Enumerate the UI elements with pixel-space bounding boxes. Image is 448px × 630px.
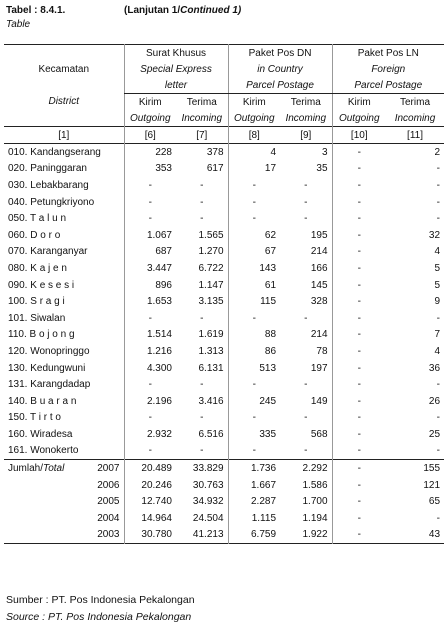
header-terima: Terima [290, 96, 321, 108]
row-value: 5 [434, 279, 441, 291]
row-value: - [200, 445, 204, 457]
table-header [6, 5, 242, 30]
row-value: - [228, 410, 280, 427]
table-row [4, 376, 444, 393]
total-year-value: 2006 [97, 479, 120, 491]
table-label: Tabel [6, 5, 32, 16]
row-value: - [304, 445, 308, 457]
row-kecamatan: 160. Wiradesa [8, 428, 73, 440]
source-text: Sumber : PT. Pos Indonesia Pekalongan [6, 594, 195, 606]
row-value: 67 [228, 244, 280, 261]
total-value: 1.194 [302, 512, 328, 524]
col-index: [6] [124, 127, 176, 144]
total-value: 2.287 [228, 493, 280, 510]
table-row [4, 327, 444, 344]
row-value: 6.722 [198, 262, 224, 274]
row-value: - [332, 244, 386, 261]
row-value: - [332, 210, 386, 227]
row-value: - [332, 376, 386, 393]
row-kecamatan: 060. D o r o [8, 229, 61, 241]
row-value: 328 [310, 296, 328, 308]
row-value: 1.147 [198, 279, 224, 291]
table-row [4, 360, 444, 377]
total-value: 121 [423, 479, 441, 491]
total-value: - [332, 510, 386, 527]
header-incoming: Incoming [285, 112, 327, 124]
row-kecamatan: 080. K a j e n [8, 262, 67, 274]
row-value: - [332, 260, 386, 277]
total-year-value: 2003 [97, 529, 120, 541]
row-value: 3.416 [198, 395, 224, 407]
table-row [4, 310, 444, 327]
row-value: 17 [228, 161, 280, 178]
row-value: 687 [124, 244, 176, 261]
total-value: 20.246 [124, 477, 176, 494]
total-row [4, 493, 444, 510]
row-value: 3 [321, 146, 328, 158]
table-row [4, 443, 444, 460]
table-row [4, 277, 444, 294]
row-value: 1.270 [198, 246, 224, 258]
row-value: - [124, 194, 176, 211]
total-value: 6.759 [228, 527, 280, 544]
total-value: 41.213 [192, 529, 224, 541]
row-value: 61 [228, 277, 280, 294]
row-value: 166 [310, 262, 328, 274]
row-value: 214 [310, 329, 328, 341]
table-row [4, 144, 444, 161]
header-ln-l1: Paket Pos LN [332, 45, 444, 62]
table-row [4, 393, 444, 410]
table-body [4, 144, 444, 460]
continued-note: (Lanjutan 1/Continued 1) [124, 5, 242, 16]
row-value: 3.447 [124, 260, 176, 277]
row-value: 195 [310, 229, 328, 241]
total-year-value: 2007 [97, 463, 120, 475]
row-value: - [228, 310, 280, 327]
total-label-en: Total [43, 463, 65, 475]
row-kecamatan: 130. Kedungwuni [8, 362, 86, 374]
row-value: - [304, 312, 308, 324]
row-value: 214 [310, 246, 328, 258]
row-value: - [436, 312, 441, 324]
row-value: 617 [206, 163, 224, 175]
total-value: - [436, 512, 441, 524]
row-value: - [436, 213, 441, 225]
table-row [4, 426, 444, 443]
header-terima: Terima [186, 96, 217, 108]
row-value: 2.932 [124, 426, 176, 443]
data-table [4, 44, 444, 544]
row-value: - [200, 412, 204, 424]
row-value: 36 [428, 362, 441, 374]
header-outgoing: Outgoing [332, 110, 386, 127]
row-value: - [436, 412, 441, 424]
total-value: 34.932 [192, 496, 224, 508]
col-index: [8] [228, 127, 280, 144]
header-terima: Terima [400, 96, 431, 108]
header-incoming: Incoming [181, 112, 223, 124]
header-ln-l2: Foreign [332, 61, 444, 77]
row-value: - [124, 376, 176, 393]
header-kecamatan-spacer [4, 45, 124, 62]
row-value: - [436, 179, 441, 191]
source-text-en: Source : PT. Pos Indonesia Pekalongan [6, 611, 192, 623]
total-value: 1.115 [228, 510, 280, 527]
row-value: - [332, 227, 386, 244]
row-value: 115 [228, 293, 280, 310]
row-value: - [332, 161, 386, 178]
row-value: 197 [310, 362, 328, 374]
row-value: - [228, 194, 280, 211]
row-value: - [200, 312, 204, 324]
row-value: - [332, 410, 386, 427]
row-value: - [200, 379, 204, 391]
row-value: - [332, 194, 386, 211]
header-dn-l3: Parcel Postage [228, 77, 332, 94]
total-value: 20.489 [124, 460, 176, 477]
total-value: 30.780 [124, 527, 176, 544]
total-value: 1.922 [302, 529, 328, 541]
header-dn-l2: in Country [228, 61, 332, 77]
row-value: 1.619 [198, 329, 224, 341]
row-value: - [200, 179, 204, 191]
row-kecamatan: 030. Lebakbarang [8, 179, 89, 191]
row-value: - [200, 213, 204, 225]
row-value: 7 [434, 329, 441, 341]
total-row [4, 510, 444, 527]
header-surat-l1: Surat Khusus [124, 45, 228, 62]
source-note [6, 592, 195, 626]
row-value: 143 [228, 260, 280, 277]
header-incoming: Incoming [394, 112, 436, 124]
row-value: - [304, 412, 308, 424]
table-row [4, 293, 444, 310]
row-value: - [436, 379, 441, 391]
row-kecamatan: 131. Karangdadap [8, 379, 91, 391]
row-kecamatan: 120. Wonopringgo [8, 345, 90, 357]
row-value: 568 [310, 428, 328, 440]
row-value: 353 [124, 161, 176, 178]
table-row [4, 260, 444, 277]
row-value: 335 [228, 426, 280, 443]
total-value: 65 [428, 496, 441, 508]
table-row [4, 244, 444, 261]
total-value: 24.504 [192, 512, 224, 524]
row-value: - [124, 177, 176, 194]
row-value: 6.131 [198, 362, 224, 374]
row-value: - [228, 376, 280, 393]
table-number: : 8.4.1. [34, 5, 66, 16]
header-kirim: Kirim [228, 94, 280, 111]
row-value: 2.196 [124, 393, 176, 410]
total-value: 1.667 [228, 477, 280, 494]
row-value: 4 [228, 144, 280, 161]
row-value: 1.514 [124, 327, 176, 344]
row-value: 88 [228, 327, 280, 344]
total-value: 14.964 [124, 510, 176, 527]
row-value: 4 [434, 345, 441, 357]
table-row [4, 177, 444, 194]
row-value: - [436, 196, 441, 208]
row-value: - [332, 144, 386, 161]
row-value: 25 [428, 428, 441, 440]
row-kecamatan: 020. Paninggaran [8, 163, 87, 175]
row-kecamatan: 101. Siwalan [8, 312, 66, 324]
col-index: [9] [300, 129, 312, 141]
row-value: - [332, 393, 386, 410]
table-row [4, 210, 444, 227]
col-index: [10] [332, 127, 386, 144]
row-value: 86 [228, 343, 280, 360]
table-sublabel: Table [6, 19, 31, 30]
row-value: - [332, 310, 386, 327]
header-kirim: Kirim [332, 94, 386, 111]
row-value: - [228, 210, 280, 227]
table-totals [4, 460, 444, 544]
row-value: 5 [434, 262, 441, 274]
row-value: 9 [434, 296, 441, 308]
table-head [4, 45, 444, 144]
row-value: - [332, 343, 386, 360]
col-index: [11] [407, 129, 423, 141]
row-kecamatan: 090. K e s e s i [8, 279, 75, 291]
row-value: 1.216 [124, 343, 176, 360]
row-value: 513 [228, 360, 280, 377]
row-value: 6.516 [198, 428, 224, 440]
total-value: 43 [428, 529, 441, 541]
row-value: 62 [228, 227, 280, 244]
row-kecamatan: 140. B u a r a n [8, 395, 77, 407]
row-value: 145 [310, 279, 328, 291]
row-value: 4.300 [124, 360, 176, 377]
row-value: - [304, 196, 308, 208]
row-value: - [304, 179, 308, 191]
total-value: - [332, 527, 386, 544]
total-year [4, 527, 124, 544]
row-kecamatan: 110. B o j o n g [8, 329, 75, 341]
row-kecamatan: 010. Kandangserang [8, 146, 101, 158]
row-value: - [436, 163, 441, 175]
row-value: - [124, 310, 176, 327]
total-value: 33.829 [192, 463, 224, 475]
row-value: 378 [206, 146, 224, 158]
total-year [4, 510, 124, 527]
total-value: 30.763 [192, 479, 224, 491]
row-value: - [124, 443, 176, 460]
row-value: - [124, 210, 176, 227]
row-kecamatan: 070. Karanganyar [8, 246, 88, 258]
row-value: - [304, 379, 308, 391]
row-value: 245 [228, 393, 280, 410]
row-value: 4 [434, 246, 441, 258]
header-kirim: Kirim [124, 94, 176, 111]
row-value: 1.565 [198, 229, 224, 241]
table-row [4, 194, 444, 211]
row-kecamatan: 161. Wonokerto [8, 445, 79, 457]
row-kecamatan: 100. S r a g i [8, 296, 65, 308]
total-year [4, 477, 124, 494]
total-value: 1.700 [302, 496, 328, 508]
header-surat-l2: Special Express [124, 61, 228, 77]
total-label: Jumlah/ [8, 463, 44, 475]
header-outgoing: Outgoing [228, 110, 280, 127]
total-row [4, 527, 444, 544]
row-value: 1.653 [124, 293, 176, 310]
total-year [4, 460, 124, 477]
row-value: 78 [316, 345, 328, 357]
row-value: 35 [316, 163, 328, 175]
total-value: - [332, 460, 386, 477]
row-kecamatan: 040. Petungkriyono [8, 196, 95, 208]
row-value: 3.135 [198, 296, 224, 308]
row-value: - [332, 277, 386, 294]
row-value: - [228, 443, 280, 460]
total-year-value: 2005 [97, 496, 120, 508]
header-ln-l3: Parcel Postage [332, 77, 444, 94]
total-value: 12.740 [124, 493, 176, 510]
row-value: 228 [124, 144, 176, 161]
row-value: - [332, 293, 386, 310]
row-value: - [124, 410, 176, 427]
row-kecamatan: 150. T i r t o [8, 412, 61, 424]
row-value: - [332, 360, 386, 377]
row-value: - [332, 426, 386, 443]
row-value: 26 [428, 395, 441, 407]
header-outgoing: Outgoing [124, 110, 176, 127]
header-surat-l3: letter [124, 77, 228, 94]
row-value: 1.067 [124, 227, 176, 244]
total-row [4, 460, 444, 477]
total-year [4, 493, 124, 510]
table-row [4, 343, 444, 360]
header-kecamatan: Kecamatan [38, 63, 90, 75]
row-value: - [436, 445, 441, 457]
row-value: - [332, 443, 386, 460]
row-value: - [228, 177, 280, 194]
header-dn-l1: Paket Pos DN [228, 45, 332, 62]
total-value: 155 [423, 463, 441, 475]
table-row [4, 227, 444, 244]
table-row [4, 410, 444, 427]
row-value: 2 [434, 146, 441, 158]
row-value: 1.313 [198, 345, 224, 357]
row-value: - [304, 213, 308, 225]
header-district: District [48, 96, 80, 108]
row-value: - [332, 177, 386, 194]
col-index: [7] [196, 129, 208, 141]
row-value: 896 [124, 277, 176, 294]
row-value: 32 [428, 229, 441, 241]
row-value: - [200, 196, 204, 208]
table-row [4, 161, 444, 178]
total-value: - [332, 493, 386, 510]
col-index: [1] [58, 129, 70, 141]
row-value: 149 [310, 395, 328, 407]
total-year-value: 2004 [97, 512, 120, 524]
total-value: 1.586 [302, 479, 328, 491]
total-value: - [332, 477, 386, 494]
total-value: 1.736 [228, 460, 280, 477]
total-value: 2.292 [302, 463, 328, 475]
total-row [4, 477, 444, 494]
row-kecamatan: 050. T a l u n [8, 213, 67, 225]
row-value: - [332, 327, 386, 344]
